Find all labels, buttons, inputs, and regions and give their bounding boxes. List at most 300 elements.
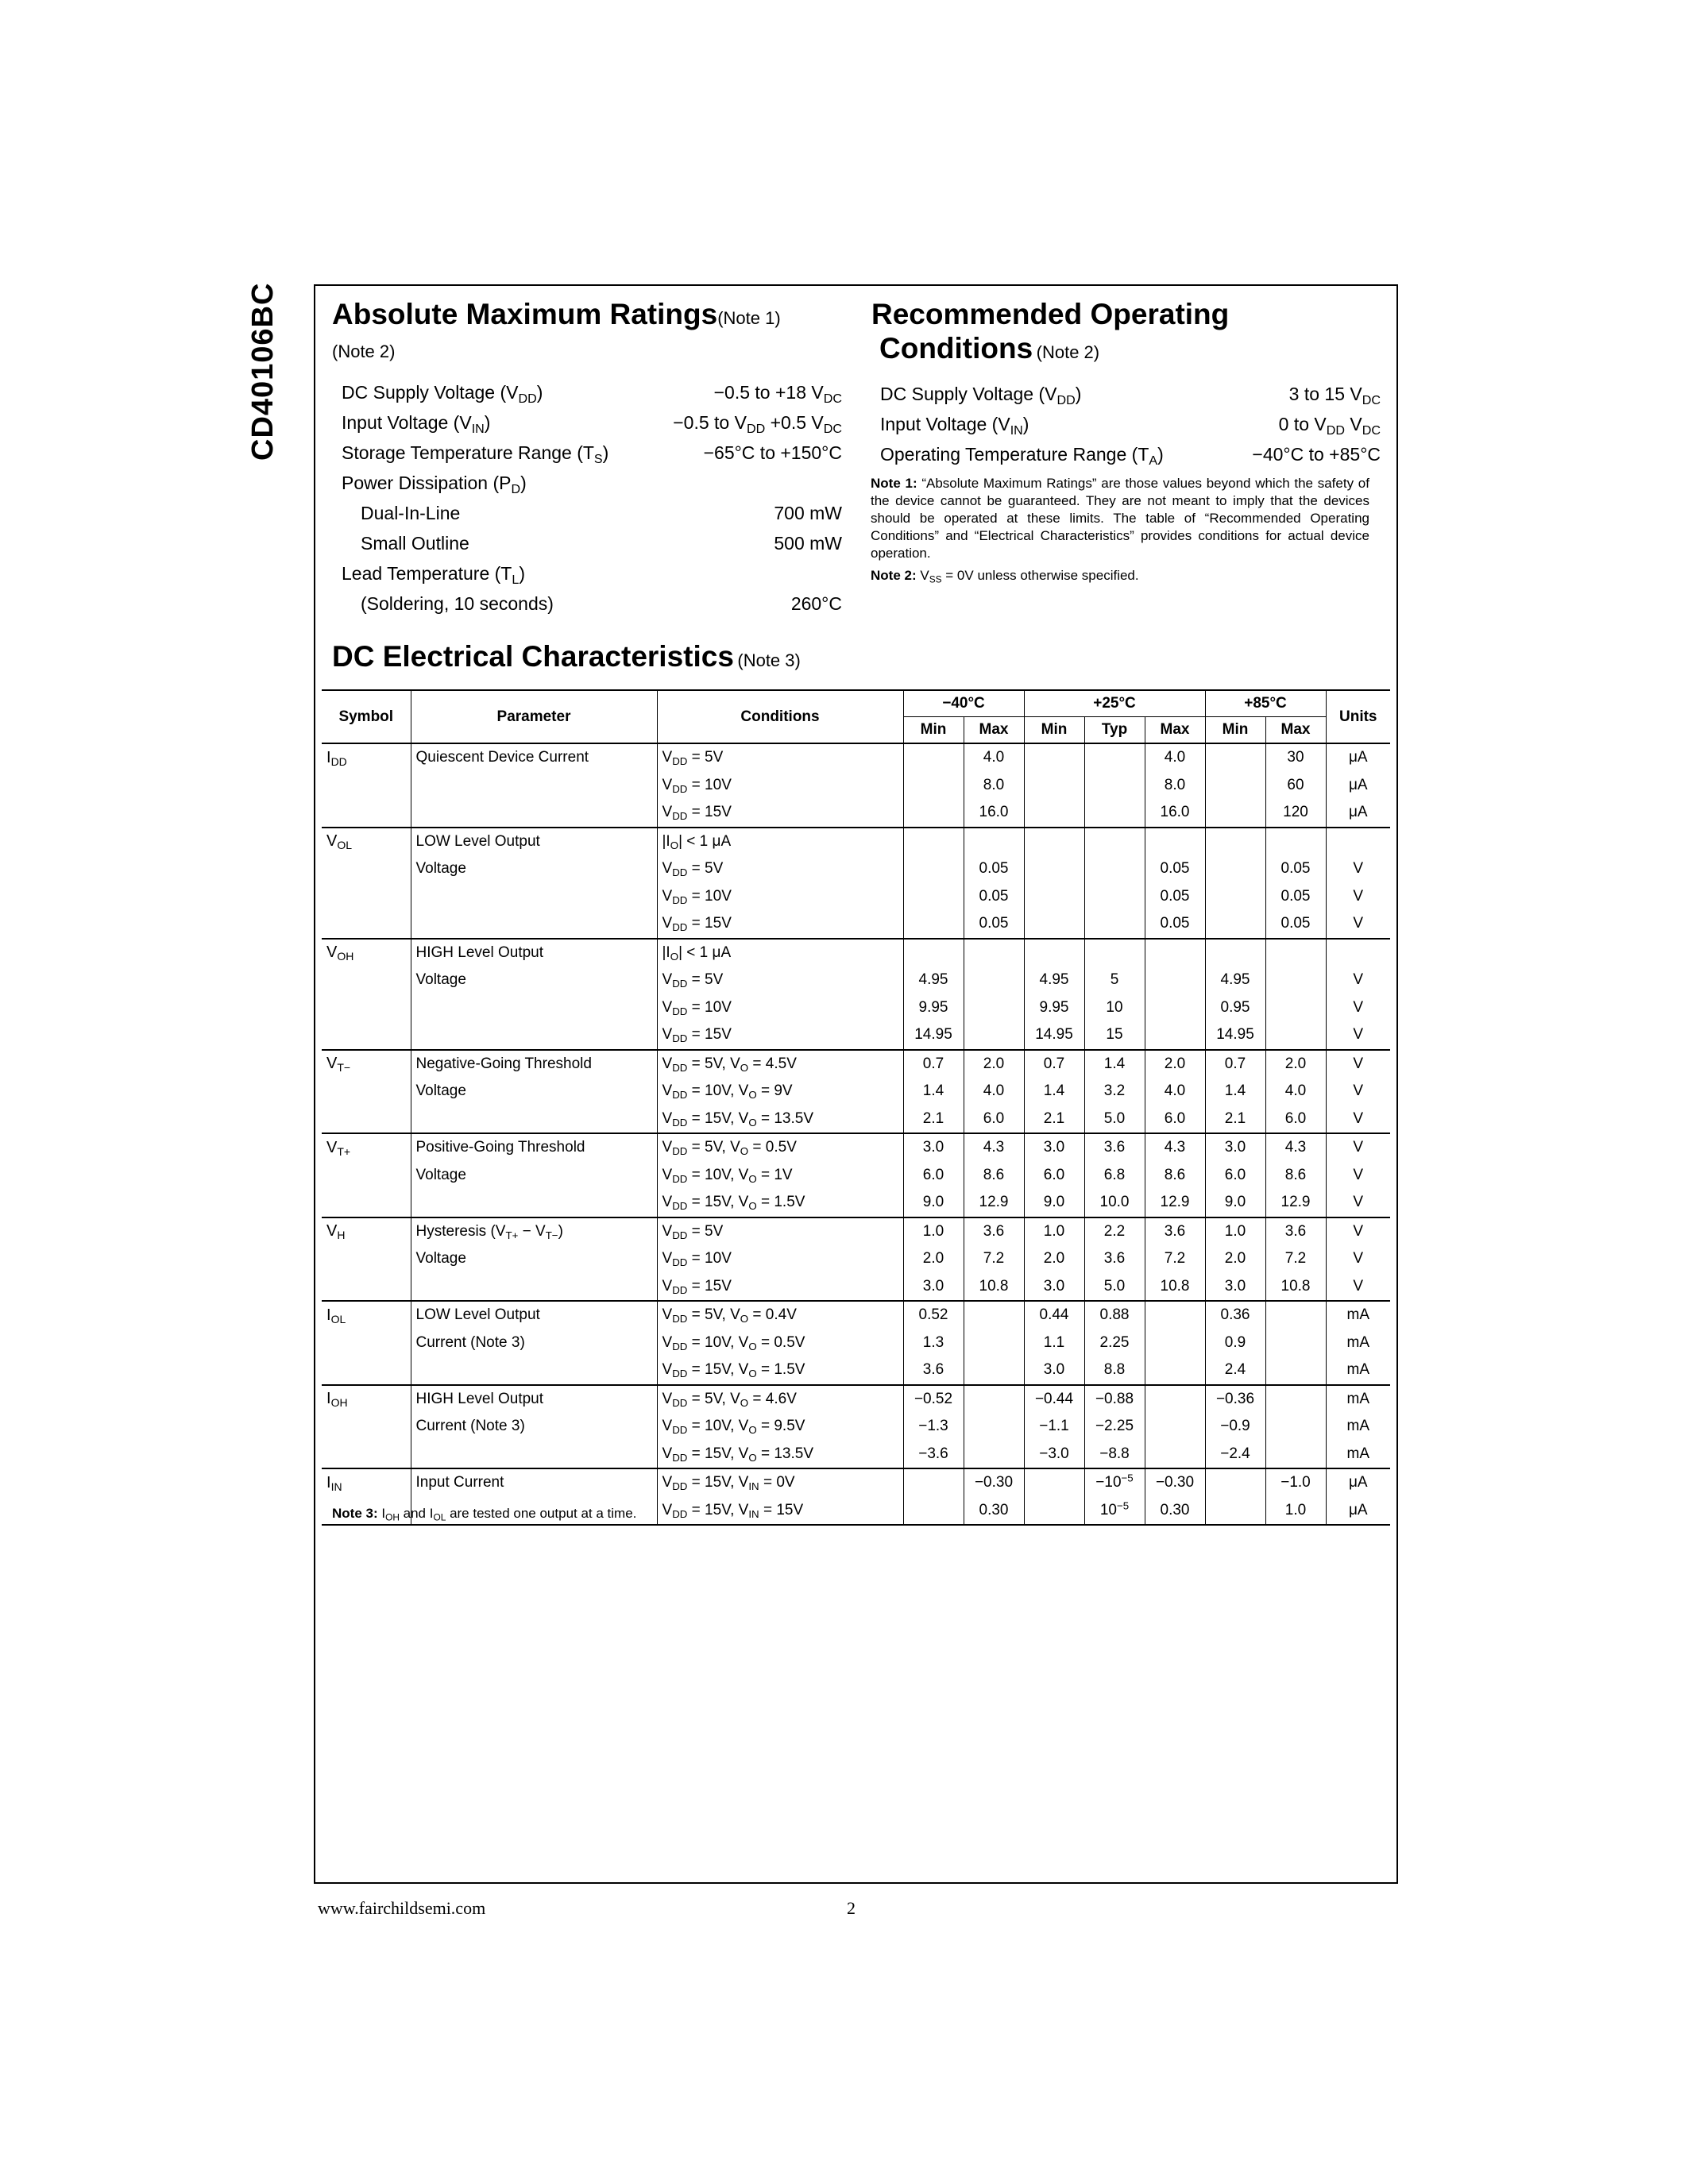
cell-value — [1205, 772, 1265, 800]
cell-value: 9.95 — [903, 994, 964, 1022]
cell-value — [1265, 1441, 1326, 1469]
cell-value — [903, 772, 964, 800]
cell-value — [1024, 743, 1084, 772]
cell-value: 1.0 — [1265, 1497, 1326, 1526]
cell-value: 4.0 — [1265, 1078, 1326, 1106]
table-row — [322, 1078, 1390, 1106]
rec-op-value: 3 to 15 $V_{DC}$ — [1288, 383, 1381, 407]
cell-value — [1205, 939, 1265, 967]
header-units: Units — [1326, 690, 1390, 743]
cell-value: 8.6 — [1265, 1162, 1326, 1190]
header-temp-25: +25°C — [1024, 690, 1205, 717]
cell-parameter — [411, 1189, 657, 1217]
cell-conditions: $V_{DD} = 5V$, $V_O = 4.5V$ — [657, 1050, 903, 1078]
cell-value: 4.95 — [903, 967, 964, 994]
cell-value: 0.05 — [1265, 855, 1326, 883]
cell-value: 0.30 — [1145, 1497, 1205, 1526]
cell-symbol — [322, 1106, 411, 1134]
cell-units: μA — [1326, 1497, 1390, 1526]
rec-op-row — [880, 409, 1381, 439]
cell-units: V — [1326, 994, 1390, 1022]
cell-conditions: $V_{DD} = 5V$ — [657, 967, 903, 994]
rec-op-value: 0 to $V_{DD}$ $V_{DC}$ — [1278, 413, 1381, 438]
cell-value: 5 — [1084, 967, 1145, 994]
cell-units: mA — [1326, 1385, 1390, 1414]
cell-value: 0.44 — [1024, 1301, 1084, 1329]
cell-value: $-10^{-5}$ — [1084, 1468, 1145, 1497]
cell-value — [1265, 1385, 1326, 1414]
cell-conditions: $|I_O| < 1$ μA — [657, 828, 903, 856]
cell-value — [903, 743, 964, 772]
table-row — [322, 883, 1390, 911]
cell-units: V — [1326, 1106, 1390, 1134]
cell-value — [1265, 939, 1326, 967]
cell-value: 0.7 — [903, 1050, 964, 1078]
cell-value — [903, 1468, 964, 1497]
cell-symbol: $V_{T+}$ — [322, 1133, 411, 1162]
table-row — [322, 1273, 1390, 1302]
cell-value: −3.6 — [903, 1441, 964, 1469]
cell-value — [1024, 910, 1084, 939]
cell-value: 0.05 — [964, 883, 1024, 911]
cell-value — [1205, 910, 1265, 939]
cell-value: 3.6 — [1145, 1217, 1205, 1246]
cell-value: 5.0 — [1084, 1106, 1145, 1134]
cell-value: 3.0 — [903, 1133, 964, 1162]
cell-value — [1024, 939, 1084, 967]
abs-max-value: 260°C — [790, 592, 842, 614]
cell-value — [903, 799, 964, 828]
cell-value: −0.30 — [1145, 1468, 1205, 1497]
header-sub: Max — [1145, 717, 1205, 744]
cell-parameter: Negative-Going Threshold — [411, 1050, 657, 1078]
abs-max-list — [342, 377, 842, 619]
cell-parameter — [411, 1273, 657, 1302]
cell-value — [1024, 855, 1084, 883]
cell-units: V — [1326, 883, 1390, 911]
cell-value: 8.0 — [1145, 772, 1205, 800]
cell-value: 0.52 — [903, 1301, 964, 1329]
cell-value: 1.4 — [1024, 1078, 1084, 1106]
cell-conditions: $V_{DD} = 5V$, $V_O = 0.5V$ — [657, 1133, 903, 1162]
cell-symbol — [322, 799, 411, 828]
rec-op-notes — [871, 475, 1369, 585]
table-row — [322, 967, 1390, 994]
cell-value: 0.05 — [1145, 883, 1205, 911]
note-1: Note 1: “Absolute Maximum Ratings” are those values beyond which the safety of the device cannot be guaranteed. They are not meant to imply that the devices should be operated at these limits. The table of “Recommended Operating Conditions” and “Electrical Characteristics” provides conditions for actual device operation. — [871, 476, 1369, 561]
cell-value: 7.2 — [1265, 1245, 1326, 1273]
cell-value: 1.0 — [1024, 1217, 1084, 1246]
cell-conditions: $V_{DD} = 10V$, $V_O = 9V$ — [657, 1078, 903, 1106]
cell-value: 0.05 — [1265, 910, 1326, 939]
cell-units: V — [1326, 1133, 1390, 1162]
cell-value — [964, 1385, 1024, 1414]
cell-value: 3.2 — [1084, 1078, 1145, 1106]
table-row — [322, 799, 1390, 828]
cell-value: 1.3 — [903, 1329, 964, 1357]
cell-value: 6.0 — [903, 1162, 964, 1190]
cell-conditions: $V_{DD} = 15V$, $V_O = 13.5V$ — [657, 1441, 903, 1469]
cell-value: 1.4 — [1205, 1078, 1265, 1106]
cell-symbol — [322, 1078, 411, 1106]
cell-parameter: Voltage — [411, 1078, 657, 1106]
cell-value: 1.4 — [903, 1078, 964, 1106]
cell-symbol — [322, 1273, 411, 1302]
table-row — [322, 1245, 1390, 1273]
cell-parameter: Voltage — [411, 1162, 657, 1190]
cell-conditions: $V_{DD} = 15V$ — [657, 1021, 903, 1050]
cell-value: 2.0 — [903, 1245, 964, 1273]
cell-units: V — [1326, 1021, 1390, 1050]
cell-value: 2.0 — [964, 1050, 1024, 1078]
cell-units: V — [1326, 855, 1390, 883]
cell-value: −0.44 — [1024, 1385, 1084, 1414]
cell-value: 4.0 — [1145, 1078, 1205, 1106]
header-sub: Min — [903, 717, 964, 744]
cell-conditions: $V_{DD} = 15V$, $V_{IN} = 0V$ — [657, 1468, 903, 1497]
cell-value: 12.9 — [1145, 1189, 1205, 1217]
cell-value — [1084, 799, 1145, 828]
cell-value: 9.0 — [1024, 1189, 1084, 1217]
cell-value — [1265, 994, 1326, 1022]
cell-value — [1145, 967, 1205, 994]
cell-value: 2.4 — [1205, 1356, 1265, 1385]
table-row — [322, 1329, 1390, 1357]
cell-symbol: $V_{OH}$ — [322, 939, 411, 967]
table-row — [322, 1162, 1390, 1190]
table-row — [322, 1133, 1390, 1162]
cell-value: 3.0 — [903, 1273, 964, 1302]
cell-value: 9.0 — [1205, 1189, 1265, 1217]
cell-conditions: $V_{DD} = 5V$, $V_O = 4.6V$ — [657, 1385, 903, 1414]
cell-conditions: $V_{DD} = 15V$, $V_O = 13.5V$ — [657, 1106, 903, 1134]
cell-value: 60 — [1265, 772, 1326, 800]
cell-symbol: $V_{T-}$ — [322, 1050, 411, 1078]
cell-value — [1145, 939, 1205, 967]
cell-value — [1145, 1385, 1205, 1414]
cell-value: 7.2 — [1145, 1245, 1205, 1273]
cell-value: 4.0 — [964, 1078, 1024, 1106]
cell-value — [1205, 855, 1265, 883]
cell-conditions: $V_{DD} = 15V$ — [657, 910, 903, 939]
rec-op-label: Input Voltage $(V_{IN})$ — [880, 413, 1029, 438]
table-row — [322, 1217, 1390, 1246]
cell-value: 6.8 — [1084, 1162, 1145, 1190]
cell-value: 1.0 — [903, 1217, 964, 1246]
rec-op-title-note: (Note 2) — [1036, 342, 1100, 362]
cell-value — [1145, 1021, 1205, 1050]
cell-value: 6.0 — [1024, 1162, 1084, 1190]
cell-value: 14.95 — [903, 1021, 964, 1050]
cell-value — [1265, 1329, 1326, 1357]
cell-value: 7.2 — [964, 1245, 1024, 1273]
cell-conditions: $V_{DD} = 10V$ — [657, 883, 903, 911]
cell-value: 1.4 — [1084, 1050, 1145, 1078]
table-row — [322, 939, 1390, 967]
cell-units: μA — [1326, 743, 1390, 772]
cell-units: V — [1326, 1273, 1390, 1302]
cell-value: 10 — [1084, 994, 1145, 1022]
cell-value — [1084, 939, 1145, 967]
cell-value: 8.0 — [964, 772, 1024, 800]
table-row — [322, 1413, 1390, 1441]
cell-parameter — [411, 1106, 657, 1134]
cell-conditions: $V_{DD} = 10V$ — [657, 1245, 903, 1273]
cell-value: 14.95 — [1205, 1021, 1265, 1050]
cell-value: 10.8 — [1265, 1273, 1326, 1302]
cell-value — [964, 1441, 1024, 1469]
cell-value: 2.25 — [1084, 1329, 1145, 1357]
cell-value: 0.36 — [1205, 1301, 1265, 1329]
cell-value: 0.05 — [1145, 855, 1205, 883]
rec-op-label: Operating Temperature Range $(T_A)$ — [880, 443, 1164, 468]
table-row — [322, 994, 1390, 1022]
cell-value: 2.1 — [1024, 1106, 1084, 1134]
cell-value — [1084, 828, 1145, 856]
rec-op-title-line1: Recommended Operating — [871, 298, 1230, 330]
rec-op-value: −40°C to +85°C — [1252, 443, 1381, 465]
header-symbol: Symbol — [322, 690, 411, 743]
cell-value — [964, 828, 1024, 856]
cell-value: 3.6 — [1265, 1217, 1326, 1246]
cell-value: 5.0 — [1084, 1273, 1145, 1302]
cell-parameter: LOW Level Output — [411, 1301, 657, 1329]
cell-value: 2.0 — [1145, 1050, 1205, 1078]
cell-units: mA — [1326, 1356, 1390, 1385]
cell-value — [964, 1356, 1024, 1385]
abs-max-label: Power Dissipation $(P_D)$ — [342, 472, 527, 496]
cell-parameter: Current (Note 3) — [411, 1329, 657, 1357]
cell-value: 3.6 — [1084, 1245, 1145, 1273]
cell-symbol: $I_{OL}$ — [322, 1301, 411, 1329]
cell-value — [1205, 1468, 1265, 1497]
abs-max-row — [342, 498, 842, 528]
cell-value: 9.0 — [903, 1189, 964, 1217]
table-row — [322, 910, 1390, 939]
cell-units: μA — [1326, 772, 1390, 800]
cell-parameter — [411, 994, 657, 1022]
cell-value — [964, 994, 1024, 1022]
cell-value: 2.0 — [1205, 1245, 1265, 1273]
cell-parameter: Voltage — [411, 855, 657, 883]
footer-url: www.fairchildsemi.com — [318, 1898, 486, 1918]
cell-value: 6.0 — [964, 1106, 1024, 1134]
cell-units: V — [1326, 1245, 1390, 1273]
cell-symbol: $I_{IN}$ — [322, 1468, 411, 1497]
abs-max-label: Lead Temperature $(T_L)$ — [342, 562, 525, 587]
rec-op-list — [880, 379, 1381, 469]
cell-parameter: HIGH Level Output — [411, 1385, 657, 1414]
cell-conditions: $V_{DD} = 5V$ — [657, 1217, 903, 1246]
cell-units: mA — [1326, 1441, 1390, 1469]
header-conditions: Conditions — [657, 690, 903, 743]
abs-max-value: 500 mW — [774, 532, 842, 554]
cell-symbol — [322, 1245, 411, 1273]
cell-value — [1265, 1413, 1326, 1441]
cell-value — [903, 1497, 964, 1526]
cell-conditions: $V_{DD} = 10V$, $V_O = 9.5V$ — [657, 1413, 903, 1441]
cell-symbol — [322, 1021, 411, 1050]
cell-value: 0.9 — [1205, 1329, 1265, 1357]
table-row — [322, 1441, 1390, 1469]
cell-value: −1.0 — [1265, 1468, 1326, 1497]
rec-op-row — [880, 379, 1381, 409]
cell-units: V — [1326, 1078, 1390, 1106]
cell-conditions: $V_{DD} = 10V$, $V_O = 1V$ — [657, 1162, 903, 1190]
page-number: 2 — [847, 1898, 856, 1918]
cell-value — [1024, 1497, 1084, 1526]
cell-value: 14.95 — [1024, 1021, 1084, 1050]
cell-conditions: $V_{DD} = 15V$ — [657, 799, 903, 828]
abs-max-row — [342, 528, 842, 558]
cell-value: 12.9 — [964, 1189, 1024, 1217]
cell-parameter — [411, 910, 657, 939]
cell-value — [1205, 883, 1265, 911]
cell-symbol: $V_H$ — [322, 1217, 411, 1246]
abs-max-label: (Soldering, 10 seconds) — [361, 592, 554, 614]
note-3: Note 3: $I_{OH}$ and $I_{OL}$ are tested one output at a time. — [332, 1506, 637, 1523]
header-parameter: Parameter — [411, 690, 657, 743]
table-row — [322, 828, 1390, 856]
cell-symbol — [322, 855, 411, 883]
cell-value — [1024, 772, 1084, 800]
abs-max-value: −0.5 to $V_{DD} +0.5$ $V_{DC}$ — [673, 411, 842, 436]
cell-value — [964, 1301, 1024, 1329]
header-sub: Max — [1265, 717, 1326, 744]
cell-value: 2.2 — [1084, 1217, 1145, 1246]
cell-parameter: Input Current — [411, 1468, 657, 1497]
cell-conditions: $V_{DD} = 15V$ — [657, 1273, 903, 1302]
cell-value — [1145, 1301, 1205, 1329]
abs-max-row — [342, 588, 842, 619]
cell-value: −0.36 — [1205, 1385, 1265, 1414]
cell-value: 0.7 — [1205, 1050, 1265, 1078]
cell-value: −0.30 — [964, 1468, 1024, 1497]
cell-value: −2.4 — [1205, 1441, 1265, 1469]
abs-max-label: DC Supply Voltage $(V_{DD})$ — [342, 381, 543, 406]
header-sub: Max — [964, 717, 1024, 744]
cell-value — [1205, 828, 1265, 856]
cell-value: 1.1 — [1024, 1329, 1084, 1357]
cell-parameter: Current (Note 3) — [411, 1413, 657, 1441]
cell-symbol: $V_{OL}$ — [322, 828, 411, 856]
cell-value — [903, 910, 964, 939]
cell-value: 8.6 — [964, 1162, 1024, 1190]
cell-conditions: $V_{DD} = 10V$, $V_O = 0.5V$ — [657, 1329, 903, 1357]
cell-value: 0.7 — [1024, 1050, 1084, 1078]
cell-value: 3.6 — [1084, 1133, 1145, 1162]
cell-units — [1326, 828, 1390, 856]
cell-conditions: $V_{DD} = 5V$, $V_O = 0.4V$ — [657, 1301, 903, 1329]
cell-value: 9.95 — [1024, 994, 1084, 1022]
cell-value: 8.6 — [1145, 1162, 1205, 1190]
cell-conditions: $V_{DD} = 10V$ — [657, 772, 903, 800]
cell-value: 0.30 — [964, 1497, 1024, 1526]
cell-value — [1205, 799, 1265, 828]
abs-max-label: Dual-In-Line — [361, 502, 461, 523]
header-sub: Typ — [1084, 717, 1145, 744]
cell-value: 0.05 — [1265, 883, 1326, 911]
cell-value: 15 — [1084, 1021, 1145, 1050]
cell-value: 30 — [1265, 743, 1326, 772]
cell-value: 2.1 — [903, 1106, 964, 1134]
cell-parameter — [411, 1356, 657, 1385]
cell-value — [964, 1021, 1024, 1050]
table-row — [322, 772, 1390, 800]
cell-value: −1.1 — [1024, 1413, 1084, 1441]
cell-symbol — [322, 1162, 411, 1190]
cell-value — [964, 1329, 1024, 1357]
rec-op-row — [880, 439, 1381, 469]
cell-value: 3.0 — [1205, 1273, 1265, 1302]
cell-value — [1084, 883, 1145, 911]
cell-units: V — [1326, 1162, 1390, 1190]
cell-value — [1024, 828, 1084, 856]
cell-symbol — [322, 1356, 411, 1385]
cell-value — [1024, 1468, 1084, 1497]
cell-value — [903, 883, 964, 911]
cell-parameter — [411, 883, 657, 911]
abs-max-subnote: (Note 2) — [332, 341, 396, 361]
cell-value — [1084, 910, 1145, 939]
cell-value: 6.0 — [1265, 1106, 1326, 1134]
abs-max-row — [342, 438, 842, 468]
cell-parameter: Voltage — [411, 967, 657, 994]
cell-value — [903, 855, 964, 883]
dc-characteristics-table — [322, 689, 1390, 1526]
rec-op-title-line2: Conditions — [879, 332, 1033, 365]
cell-conditions: $V_{DD} = 5V$ — [657, 743, 903, 772]
cell-value — [1265, 1021, 1326, 1050]
cell-symbol — [322, 1189, 411, 1217]
cell-value: −0.88 — [1084, 1385, 1145, 1414]
cell-parameter: LOW Level Output — [411, 828, 657, 856]
cell-symbol: $I_{DD}$ — [322, 743, 411, 772]
cell-units: mA — [1326, 1413, 1390, 1441]
table-row — [322, 1356, 1390, 1385]
cell-conditions: $|I_O| < 1$ μA — [657, 939, 903, 967]
cell-value: 4.0 — [964, 743, 1024, 772]
cell-units: V — [1326, 1189, 1390, 1217]
abs-max-row — [342, 558, 842, 588]
cell-value: 0.05 — [964, 910, 1024, 939]
rec-op-heading-line2 — [879, 332, 1099, 365]
cell-symbol — [322, 1329, 411, 1357]
dc-title: DC Electrical Characteristics — [332, 640, 734, 673]
cell-value: −3.0 — [1024, 1441, 1084, 1469]
cell-value: 6.0 — [1145, 1106, 1205, 1134]
cell-value: 0.95 — [1205, 994, 1265, 1022]
table-row — [322, 1189, 1390, 1217]
cell-units: V — [1326, 1050, 1390, 1078]
cell-value: −2.25 — [1084, 1413, 1145, 1441]
cell-parameter: Quiescent Device Current — [411, 743, 657, 772]
cell-value: 16.0 — [1145, 799, 1205, 828]
header-temp-minus40: −40°C — [903, 690, 1024, 717]
cell-conditions: $V_{DD} = 15V$, $V_O = 1.5V$ — [657, 1356, 903, 1385]
cell-value: 3.0 — [1205, 1133, 1265, 1162]
cell-value — [1145, 1441, 1205, 1469]
cell-parameter: HIGH Level Output — [411, 939, 657, 967]
note-2: Note 2: $V_{SS} = 0V$ unless otherwise specified. — [871, 568, 1139, 585]
cell-value: 3.0 — [1024, 1273, 1084, 1302]
rec-op-label: DC Supply Voltage $(V_{DD})$ — [880, 383, 1082, 407]
cell-value: 2.0 — [1265, 1050, 1326, 1078]
table-row — [322, 743, 1390, 772]
cell-value: 4.95 — [1024, 967, 1084, 994]
cell-value: −0.9 — [1205, 1413, 1265, 1441]
cell-units: mA — [1326, 1301, 1390, 1329]
